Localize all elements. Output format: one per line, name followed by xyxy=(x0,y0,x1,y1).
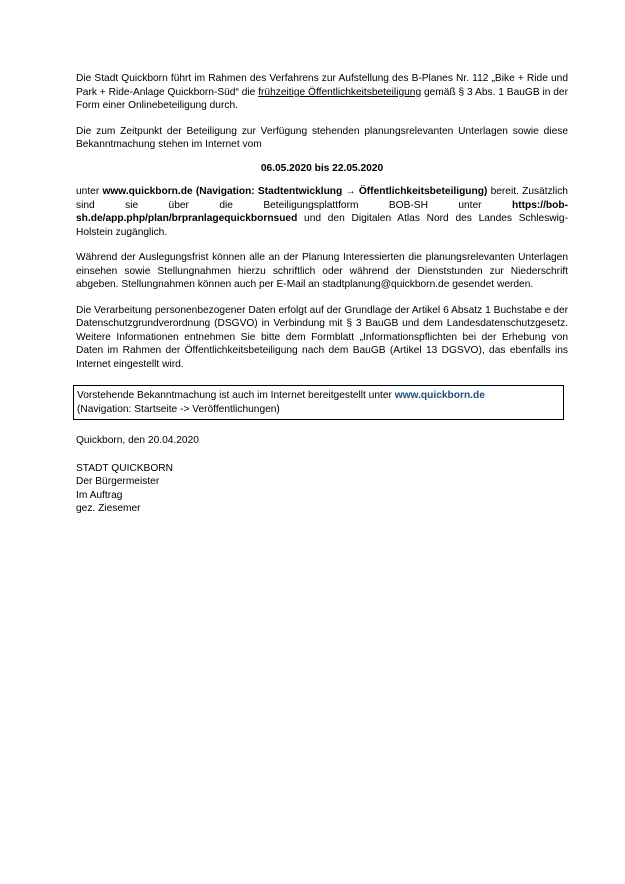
intro-text-end: gemäß § 3 Abs. 1 BauGB in der Form einer Onlinebeteiligung durch. xyxy=(76,86,568,111)
access-end: und den Digitalen Atlas Nord des Landes Schleswig-Holstein zugänglich. xyxy=(76,213,568,238)
access-mid: bereit. Zusätzlich sind sie über die Beteiligungsplattform BOB-SH unter xyxy=(76,186,568,211)
signature-role: Der Bürgermeister xyxy=(76,476,160,487)
arrow-icon: → xyxy=(345,186,356,197)
bob-sh-link[interactable]: https://bob-sh.de/app.php/plan/brpranlagequickbornsued xyxy=(76,199,568,224)
availability-paragraph: Die zum Zeitpunkt der Beteiligung zur Verfügung stehenden planungsrelevanten Unterlagen sowie diese Bekanntmachung stehen im Internet vom xyxy=(76,125,568,150)
document-page xyxy=(76,72,568,516)
notice-text: Vorstehende Bekanntmachung ist auch im Internet bereitgestellt unter xyxy=(77,390,395,401)
signature-name: gez. Ziesemer xyxy=(76,503,141,514)
access-pre: unter xyxy=(76,186,103,197)
navigation-target: Öffentlichkeitsbeteiligung) xyxy=(355,186,488,197)
notice-line xyxy=(77,389,561,403)
notice-website-link[interactable]: www.quickborn.de xyxy=(394,390,485,401)
privacy-paragraph: Die Verarbeitung personenbezogener Daten erfolgt auf der Grundlage der Artikel 6 Absatz 1 Buchstabe e der Datenschutzgrundverordnung (DSGVO) in Verbindung mit § 3 BauGB und dem Landesdatenschutzgesetz. Weitere Informationen entnehmen Sie bitte dem Formblatt „Informationspflichten bei der Erhebung von Daten im Rahmen der Öffentlichkeitsbeteiligung nach dem BauGB (Artikel 13 DGSVO), das ebenfalls ins Internet eingestellt wird. xyxy=(76,304,568,370)
participation-type: frühzeitige Öffentlichkeitsbeteiligung xyxy=(258,86,422,98)
notice-navigation: (Navigation: Startseite -> Veröffentlichungen) xyxy=(77,403,280,415)
website-link[interactable]: www.quickborn.de xyxy=(102,186,193,197)
signature-org: STADT QUICKBORN xyxy=(76,462,173,474)
navigation-path: (Navigation: Stadtentwicklung xyxy=(192,186,346,197)
intro-paragraph xyxy=(76,72,568,113)
notice-box xyxy=(73,385,564,420)
place-date: Quickborn, den 20.04.2020 xyxy=(76,435,199,446)
intro-text: Die Stadt Quickborn führt im Rahmen des Verfahrens zur Aufstellung des B-Planes Nr. 112 „Bike + Ride und Park + Ride-Anlage Quickborn-Süd“ die xyxy=(76,73,568,98)
submission-paragraph: Während der Auslegungsfrist können alle an der Planung Interessierten die planungsrelevanten Unterlagen einsehen sowie Stellungnahmen hierzu schriftlich oder während der Dienststunden zur Niederschrift abgeben. Stellungnahmen können auch per E-Mail an stadtplanung@quickborn.de gesendet werden. xyxy=(76,252,568,290)
signature-on-behalf: Im Auftrag xyxy=(76,489,123,501)
access-paragraph xyxy=(76,185,568,239)
date-range: 06.05.2020 bis 22.05.2020 xyxy=(260,162,384,174)
